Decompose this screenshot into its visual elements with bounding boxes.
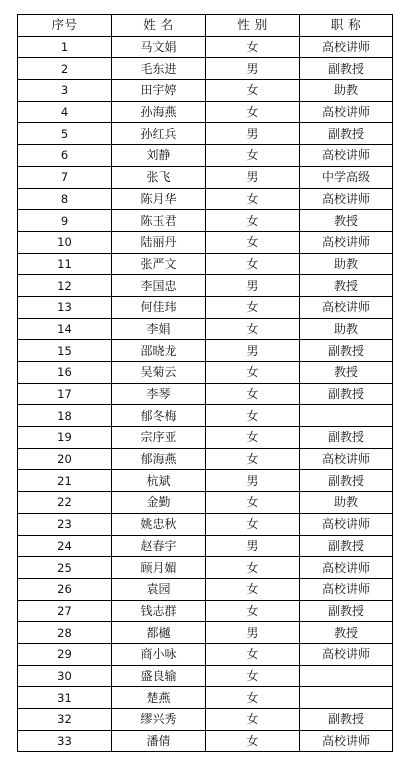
cell-index: 3 xyxy=(18,80,112,102)
cell-name: 刘静 xyxy=(112,145,206,167)
table-row xyxy=(18,145,393,167)
cell-title: 高校讲师 xyxy=(300,188,393,210)
cell-gender: 女 xyxy=(206,665,300,687)
table-row xyxy=(18,362,393,384)
cell-index: 31 xyxy=(18,687,112,709)
cell-gender: 女 xyxy=(206,231,300,253)
cell-name: 杭斌 xyxy=(112,470,206,492)
cell-title xyxy=(300,665,393,687)
table-row xyxy=(18,730,393,752)
roster-body xyxy=(18,36,393,752)
cell-title: 高校讲师 xyxy=(300,730,393,752)
cell-name: 孙海燕 xyxy=(112,101,206,123)
cell-title: 中学高级 xyxy=(300,166,393,188)
cell-title: 高校讲师 xyxy=(300,36,393,58)
cell-index: 5 xyxy=(18,123,112,145)
cell-index: 15 xyxy=(18,340,112,362)
cell-name: 陈月华 xyxy=(112,188,206,210)
cell-title: 副教授 xyxy=(300,600,393,622)
table-row xyxy=(18,448,393,470)
header-name: 姓 名 xyxy=(112,15,206,37)
table-row xyxy=(18,600,393,622)
cell-name: 潘倩 xyxy=(112,730,206,752)
cell-name: 金勤 xyxy=(112,492,206,514)
cell-index: 30 xyxy=(18,665,112,687)
cell-index: 33 xyxy=(18,730,112,752)
table-row xyxy=(18,166,393,188)
header-index: 序号 xyxy=(18,15,112,37)
cell-name: 郁冬梅 xyxy=(112,405,206,427)
cell-title: 高校讲师 xyxy=(300,557,393,579)
cell-name: 张飞 xyxy=(112,166,206,188)
table-row xyxy=(18,383,393,405)
cell-index: 16 xyxy=(18,362,112,384)
cell-name: 袁园 xyxy=(112,578,206,600)
cell-gender: 男 xyxy=(206,275,300,297)
cell-gender: 女 xyxy=(206,427,300,449)
cell-index: 22 xyxy=(18,492,112,514)
table-row xyxy=(18,318,393,340)
cell-gender: 女 xyxy=(206,296,300,318)
header-gender: 性 别 xyxy=(206,15,300,37)
cell-name: 孙红兵 xyxy=(112,123,206,145)
cell-index: 18 xyxy=(18,405,112,427)
table-row xyxy=(18,665,393,687)
cell-name: 马文娟 xyxy=(112,36,206,58)
cell-gender: 女 xyxy=(206,253,300,275)
table-row xyxy=(18,58,393,80)
table-row xyxy=(18,535,393,557)
cell-title: 高校讲师 xyxy=(300,296,393,318)
cell-name: 田宇婷 xyxy=(112,80,206,102)
cell-gender: 女 xyxy=(206,578,300,600)
cell-gender: 男 xyxy=(206,123,300,145)
cell-gender: 男 xyxy=(206,535,300,557)
cell-index: 24 xyxy=(18,535,112,557)
cell-gender: 女 xyxy=(206,318,300,340)
cell-index: 2 xyxy=(18,58,112,80)
table-row xyxy=(18,210,393,232)
table-row xyxy=(18,513,393,535)
cell-gender: 女 xyxy=(206,405,300,427)
cell-title: 教授 xyxy=(300,275,393,297)
cell-gender: 女 xyxy=(206,557,300,579)
cell-index: 6 xyxy=(18,145,112,167)
cell-name: 缪兴秀 xyxy=(112,709,206,731)
cell-name: 都樾 xyxy=(112,622,206,644)
cell-name: 李国忠 xyxy=(112,275,206,297)
cell-gender: 女 xyxy=(206,448,300,470)
cell-index: 1 xyxy=(18,36,112,58)
cell-title: 教授 xyxy=(300,622,393,644)
cell-index: 7 xyxy=(18,166,112,188)
table-row xyxy=(18,231,393,253)
cell-gender: 女 xyxy=(206,145,300,167)
cell-index: 4 xyxy=(18,101,112,123)
table-row xyxy=(18,643,393,665)
cell-index: 23 xyxy=(18,513,112,535)
cell-gender: 男 xyxy=(206,166,300,188)
cell-index: 19 xyxy=(18,427,112,449)
cell-index: 27 xyxy=(18,600,112,622)
cell-index: 14 xyxy=(18,318,112,340)
table-row xyxy=(18,340,393,362)
cell-gender: 女 xyxy=(206,101,300,123)
cell-title: 副教授 xyxy=(300,470,393,492)
table-row xyxy=(18,427,393,449)
cell-index: 8 xyxy=(18,188,112,210)
cell-name: 陆丽丹 xyxy=(112,231,206,253)
cell-name: 郁海燕 xyxy=(112,448,206,470)
cell-index: 11 xyxy=(18,253,112,275)
cell-name: 钱志群 xyxy=(112,600,206,622)
cell-gender: 男 xyxy=(206,622,300,644)
cell-gender: 女 xyxy=(206,36,300,58)
cell-title: 助教 xyxy=(300,80,393,102)
cell-title: 副教授 xyxy=(300,427,393,449)
cell-gender: 女 xyxy=(206,513,300,535)
table-row xyxy=(18,253,393,275)
cell-index: 13 xyxy=(18,296,112,318)
cell-gender: 女 xyxy=(206,687,300,709)
cell-gender: 女 xyxy=(206,383,300,405)
header-title: 职 称 xyxy=(300,15,393,37)
cell-name: 李娟 xyxy=(112,318,206,340)
cell-name: 赵春宇 xyxy=(112,535,206,557)
cell-title: 高校讲师 xyxy=(300,101,393,123)
cell-title: 助教 xyxy=(300,318,393,340)
cell-name: 楚燕 xyxy=(112,687,206,709)
cell-gender: 女 xyxy=(206,80,300,102)
table-row xyxy=(18,123,393,145)
cell-title: 副教授 xyxy=(300,123,393,145)
cell-title: 高校讲师 xyxy=(300,578,393,600)
cell-title: 高校讲师 xyxy=(300,145,393,167)
cell-gender: 女 xyxy=(206,709,300,731)
table-row xyxy=(18,188,393,210)
cell-gender: 男 xyxy=(206,58,300,80)
cell-title: 副教授 xyxy=(300,58,393,80)
cell-gender: 男 xyxy=(206,470,300,492)
cell-title: 副教授 xyxy=(300,709,393,731)
table-row xyxy=(18,405,393,427)
cell-index: 9 xyxy=(18,210,112,232)
cell-name: 商小咏 xyxy=(112,643,206,665)
cell-index: 17 xyxy=(18,383,112,405)
table-row xyxy=(18,622,393,644)
cell-title: 副教授 xyxy=(300,383,393,405)
cell-gender: 女 xyxy=(206,730,300,752)
table-row xyxy=(18,578,393,600)
cell-title xyxy=(300,405,393,427)
cell-index: 32 xyxy=(18,709,112,731)
cell-gender: 女 xyxy=(206,362,300,384)
cell-gender: 女 xyxy=(206,210,300,232)
cell-index: 28 xyxy=(18,622,112,644)
table-row xyxy=(18,275,393,297)
table-row xyxy=(18,80,393,102)
cell-name: 吴菊云 xyxy=(112,362,206,384)
cell-index: 26 xyxy=(18,578,112,600)
cell-title: 高校讲师 xyxy=(300,448,393,470)
cell-gender: 女 xyxy=(206,643,300,665)
cell-name: 姚忠秋 xyxy=(112,513,206,535)
table-row xyxy=(18,687,393,709)
cell-title: 助教 xyxy=(300,492,393,514)
cell-index: 12 xyxy=(18,275,112,297)
cell-gender: 男 xyxy=(206,340,300,362)
table-row xyxy=(18,470,393,492)
cell-name: 李琴 xyxy=(112,383,206,405)
table-row xyxy=(18,557,393,579)
cell-name: 盛良输 xyxy=(112,665,206,687)
cell-index: 20 xyxy=(18,448,112,470)
cell-name: 邵晓龙 xyxy=(112,340,206,362)
header-row xyxy=(18,15,393,37)
cell-title xyxy=(300,687,393,709)
cell-name: 何佳玮 xyxy=(112,296,206,318)
cell-title: 教授 xyxy=(300,210,393,232)
cell-index: 10 xyxy=(18,231,112,253)
cell-title: 高校讲师 xyxy=(300,231,393,253)
cell-gender: 女 xyxy=(206,188,300,210)
cell-name: 宗序亚 xyxy=(112,427,206,449)
table-row xyxy=(18,36,393,58)
table-row xyxy=(18,101,393,123)
table-row xyxy=(18,296,393,318)
staff-roster-table xyxy=(17,14,393,752)
cell-name: 顾月媚 xyxy=(112,557,206,579)
cell-index: 25 xyxy=(18,557,112,579)
cell-title: 高校讲师 xyxy=(300,643,393,665)
cell-title: 高校讲师 xyxy=(300,513,393,535)
cell-title: 教授 xyxy=(300,362,393,384)
cell-title: 副教授 xyxy=(300,535,393,557)
cell-name: 张严文 xyxy=(112,253,206,275)
table-row xyxy=(18,709,393,731)
cell-index: 21 xyxy=(18,470,112,492)
cell-index: 29 xyxy=(18,643,112,665)
cell-title: 副教授 xyxy=(300,340,393,362)
cell-gender: 女 xyxy=(206,492,300,514)
table-row xyxy=(18,492,393,514)
cell-name: 陈玉君 xyxy=(112,210,206,232)
cell-gender: 女 xyxy=(206,600,300,622)
cell-title: 助教 xyxy=(300,253,393,275)
cell-name: 毛东进 xyxy=(112,58,206,80)
